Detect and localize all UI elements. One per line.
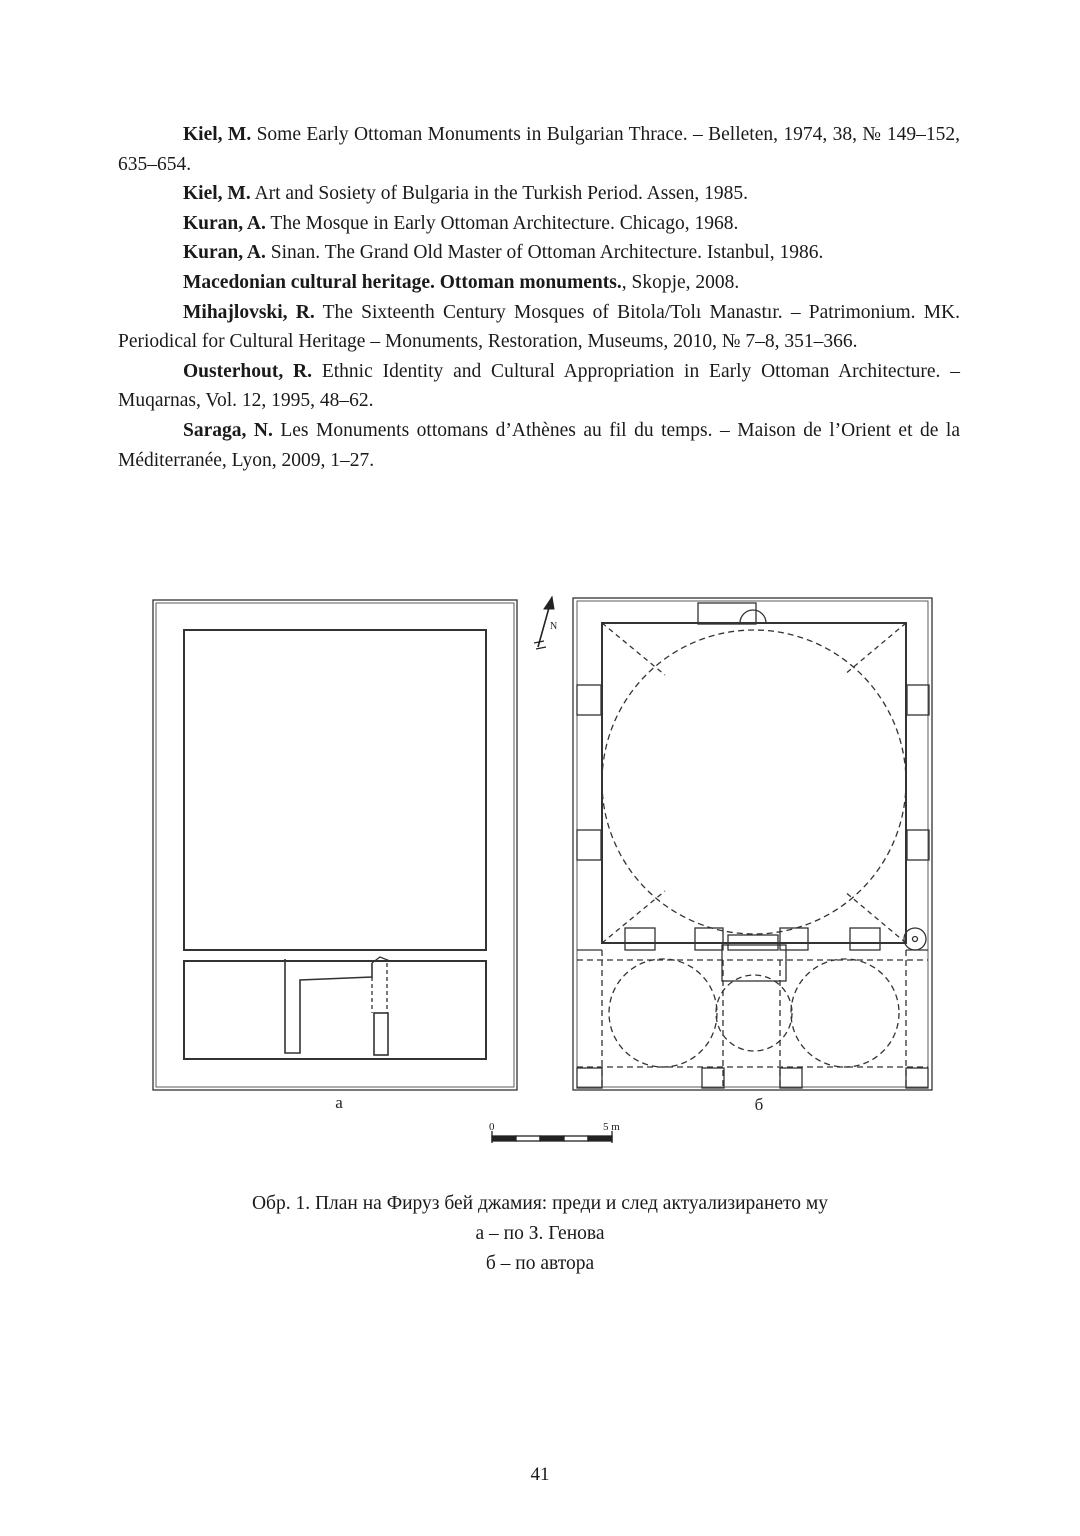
reference-text: Some Early Ottoman Monuments in Bulgarian Thrace. – Belleten, 1974, 38, № 149–152, 635–654. xyxy=(118,124,960,175)
reference-author: Macedonian cultural heritage. Ottoman monuments. xyxy=(183,271,622,293)
reference-author: Kuran, A. xyxy=(183,242,266,264)
reference-text: The Sixteenth Century Mosques of Bitola/Tolı Manastır. – Patrimonium. MK. Periodical for Cultural Heritage – Monuments, Restoration, Museums, 2010, № 7–8, 351–366. xyxy=(118,301,961,353)
reference-text: Les Monuments ottomans d’Athènes au fil du temps. – Maison de l’Orient et de la Méditerranée, Lyon, 2009, 1–27. xyxy=(118,419,960,471)
reference-entry xyxy=(118,238,960,268)
plan-a xyxy=(153,600,517,1090)
reference-author: Kiel, M. xyxy=(183,183,251,205)
reference-list xyxy=(118,120,960,475)
scale-end-label: 5 m xyxy=(603,1121,620,1133)
reference-entry xyxy=(118,209,960,239)
reference-author: Kiel, M. xyxy=(183,124,252,145)
north-label: N xyxy=(550,621,558,632)
scale-bar xyxy=(492,1131,612,1143)
reference-entry xyxy=(118,179,960,209)
plan-b xyxy=(573,598,932,1090)
figure-caption-b: б – по автора xyxy=(485,1253,595,1274)
reference-text: Art and Sosiety of Bulgaria in the Turkish Period. Assen, 1985. xyxy=(250,183,748,205)
reference-entry xyxy=(118,357,960,416)
reference-entry xyxy=(118,120,960,179)
reference-entry xyxy=(118,298,960,357)
reference-author: Ousterhout, R. xyxy=(183,360,313,382)
reference-text: The Mosque in Early Ottoman Architecture. Chicago, 1968. xyxy=(265,212,739,234)
figure-caption-title: Обр. 1. План на Фируз бей джамия: преди и след актуализирането му xyxy=(251,1193,829,1214)
plan-b-label: б xyxy=(754,1095,764,1114)
figure-caption-a: а – по З. Генова xyxy=(475,1223,605,1244)
reference-author: Saraga, N. xyxy=(183,419,273,441)
reference-text: , Skopje, 2008. xyxy=(621,271,740,293)
reference-author: Mihajlovski, R. xyxy=(183,301,315,323)
scale-start-label: 0 xyxy=(489,1121,495,1133)
reference-entry xyxy=(118,416,960,475)
floor-plans-drawing xyxy=(140,585,960,1170)
reference-author: Kuran, A. xyxy=(183,212,266,234)
floor-plan-figure xyxy=(140,585,960,1170)
plan-a-label: а xyxy=(335,1093,343,1112)
reference-text: Sinan. The Grand Old Master of Ottoman Architecture. Istanbul, 1986. xyxy=(265,242,824,264)
reference-text: Ethnic Identity and Cultural Appropriation in Early Ottoman Architecture. – Muqarnas, Vol. 12, 1995, 48–62. xyxy=(118,360,961,412)
page-number: 41 xyxy=(530,1464,550,1485)
reference-entry xyxy=(118,268,960,298)
